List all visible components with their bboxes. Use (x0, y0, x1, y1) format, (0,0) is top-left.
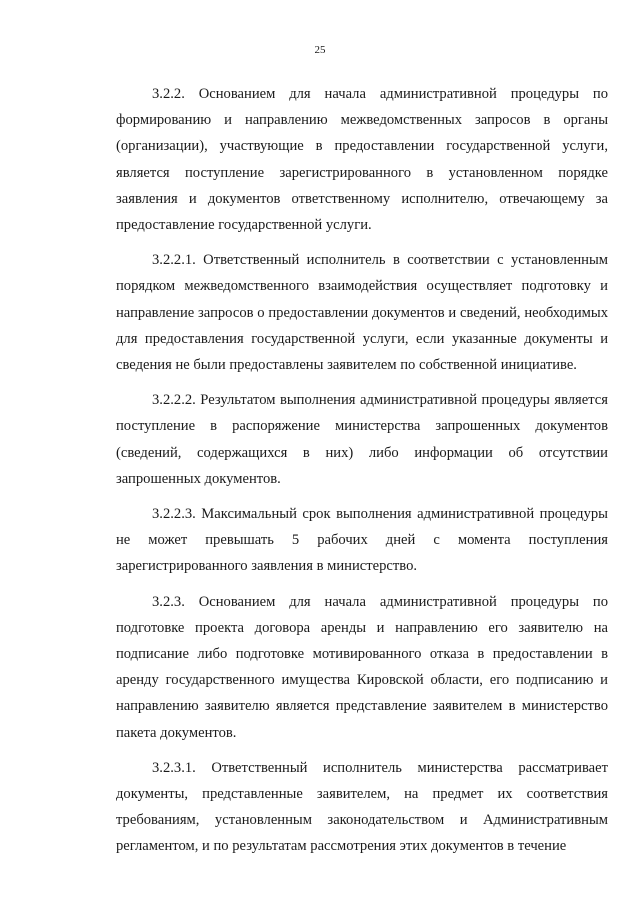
paragraph-3-2-3: 3.2.3. Основанием для начала административной процедуры по подготовке проекта договора аренды и направлению его заявителю на подписание либо подготовке мотивированного отказа в предоставлении в аренду государственного имущества Кировской области, его подписанию и направлению заявителю является представление заявителем в министерство пакета документов. (116, 593, 608, 741)
paragraph-3-2-2-1: 3.2.2.1. Ответственный исполнитель в соответствии с установленным порядком межведомственного взаимодействия осуществляет подготовку и направление запросов о предоставлении документов и сведений, необходимых для предоставления государственной услуги, если указанные документы и сведения не были предоставлены заявителем по собственной инициативе. (116, 252, 608, 374)
paragraph-3-2-2-3: 3.2.2.3. Максимальный срок выполнения административной процедуры не может превышать 5 рабочих дней с момента поступления зарегистрированного заявления в министерство. (116, 506, 608, 575)
document-body (116, 81, 608, 860)
paragraph-3-2-2: 3.2.2. Основанием для начала административной процедуры по формированию и направлению межведомственных запросов в органы (организации), участвующие в предоставлении государственной услуги, является поступление зарегистрированного в установленном порядке заявления и документов ответственному исполнителю, отвечающему за предоставление государственной услуги. (116, 86, 608, 234)
paragraph-3-2-3-1: 3.2.3.1. Ответственный исполнитель министерства рассматривает документы, представленные заявителем, на предмет их соответствия требованиям, установленным законодательством и Административным регламентом, и по результатам рассмотрения этих документов в течение (116, 759, 608, 855)
paragraph-3-2-2-2: 3.2.2.2. Результатом выполнения административной процедуры является поступление в распоряжение министерства запрошенных документов (сведений, содержащихся в них) либо информации об отсутствии запрошенных документов. (116, 392, 608, 487)
page-number: 25 (314, 44, 326, 56)
